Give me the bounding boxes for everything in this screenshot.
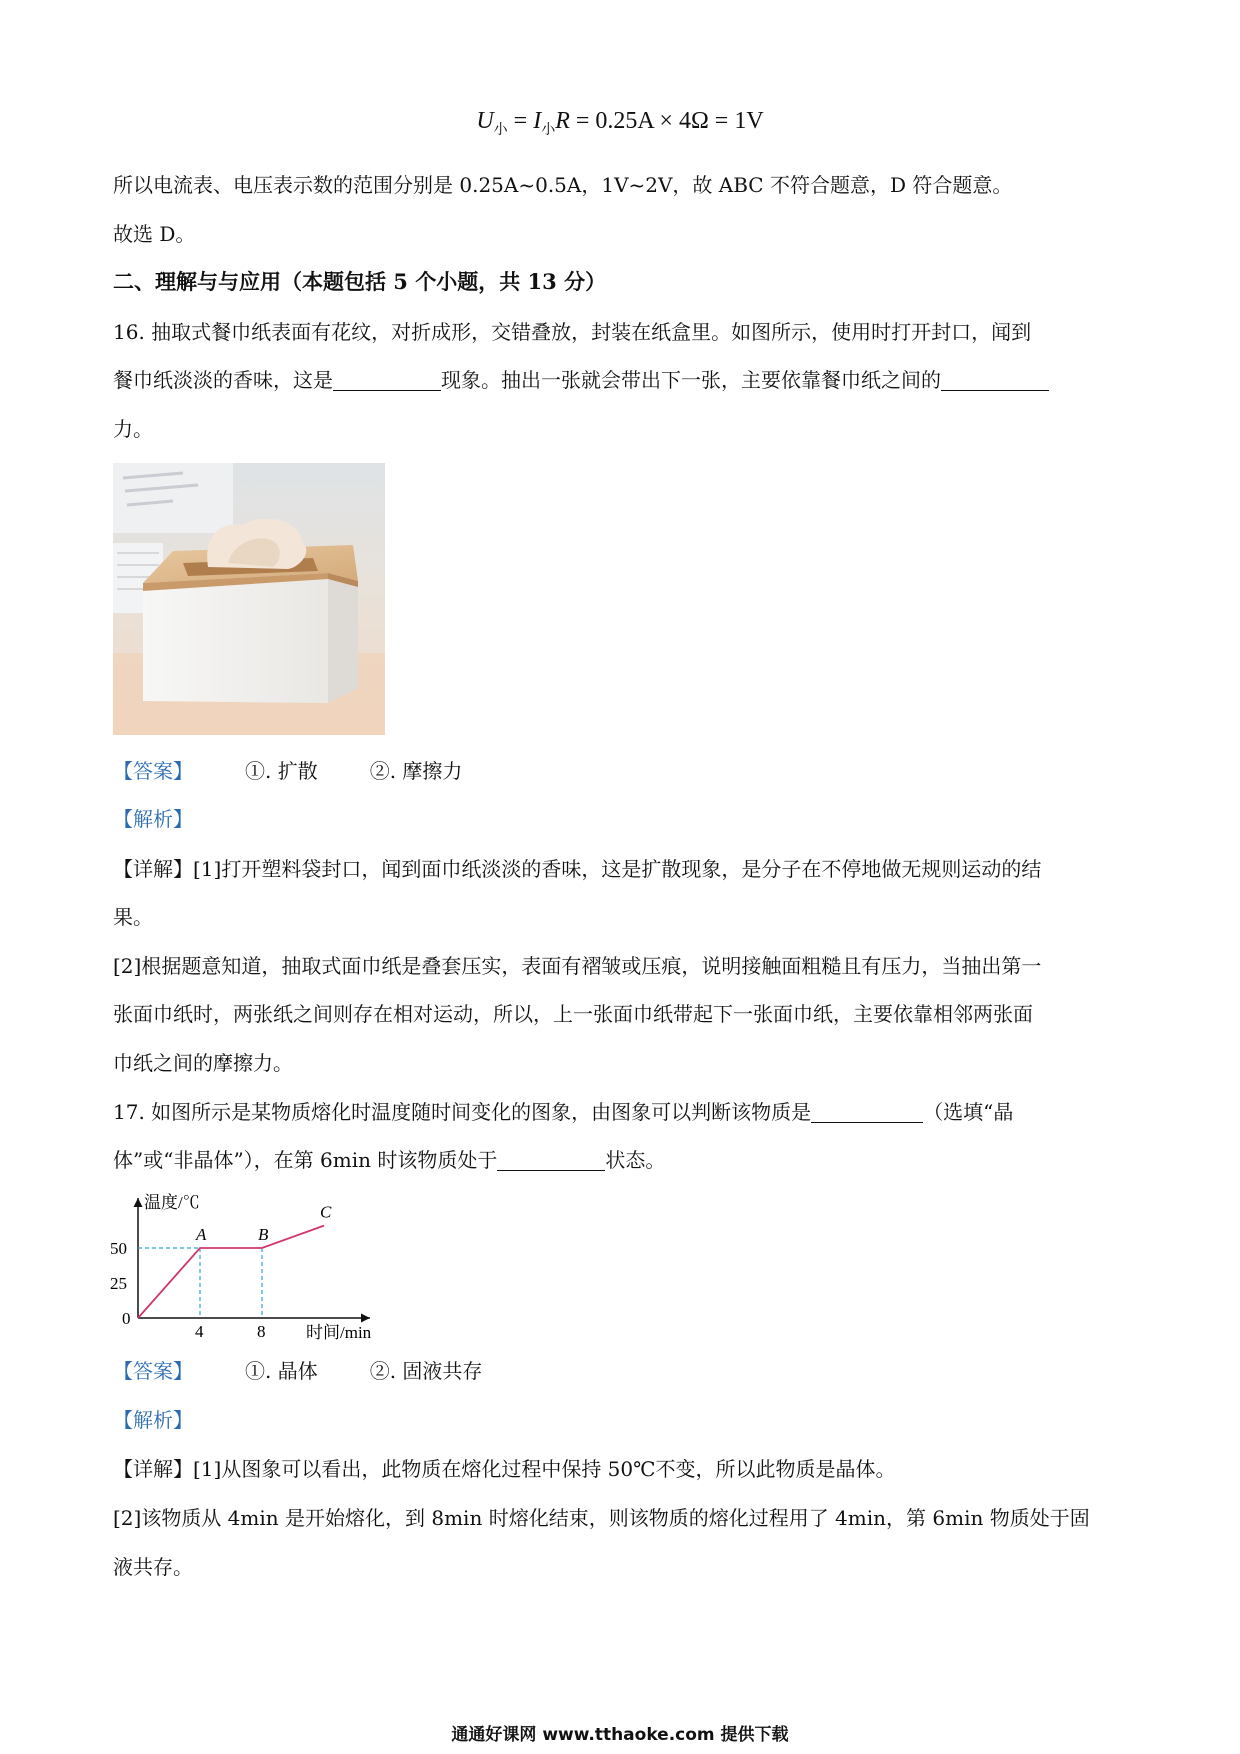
footer: 通通好课网 www.tthaoke.com 提供下载	[451, 1725, 789, 1745]
y-tick-50: 50	[110, 1239, 127, 1258]
q17-analysis-tag: 【解析】	[113, 1408, 193, 1432]
formula	[0, 108, 1240, 139]
x-tick-8: 8	[257, 1322, 266, 1340]
q17-line1	[113, 1098, 1013, 1126]
point-label-a: A	[196, 1225, 207, 1244]
answer-item: ①. 晶体	[245, 1359, 318, 1383]
origin-label: 0	[122, 1309, 131, 1328]
q16-detail1a	[113, 855, 1041, 883]
answer-item: ①. 扩散	[245, 759, 318, 783]
q17-text: 状态。	[605, 1148, 666, 1172]
q16-detail2c: 巾纸之间的摩擦力。	[113, 1051, 293, 1075]
temperature-line	[138, 1226, 324, 1318]
q17-line2	[113, 1146, 665, 1174]
conclusion-text: 所以电流表、电压表示数的范围分别是 0.25A~0.5A，1V~2V，故 ABC 不符合题意，D 符合题意。	[113, 173, 1013, 197]
q17-text: 体”或“非晶体”），在第 6min 时该物质处于	[113, 1148, 498, 1172]
detail-tag: 【详解】	[113, 1457, 193, 1481]
q16-detail2b: 张面巾纸时，两张纸之间则存在相对运动，所以，上一张面巾纸带起下一张面巾纸，主要依靠相邻两张面	[113, 1002, 1033, 1026]
formula-sub: 小	[493, 122, 508, 138]
q16-analysis-tag: 【解析】	[113, 807, 193, 831]
detail-tag: 【详解】	[113, 857, 193, 881]
point-label-c: C	[320, 1202, 332, 1222]
answer-item: ②. 固液共存	[369, 1359, 483, 1383]
y-tick-25: 25	[110, 1274, 127, 1293]
formula-r: R	[555, 108, 570, 134]
q16-line1: 16. 抽取式餐巾纸表面有花纹，对折成形，交错叠放，封装在纸盒里。如图所示，使用时打开封口，闻到	[113, 320, 1032, 344]
answer-tag: 【答案】	[113, 1359, 193, 1383]
q17-detail2b: 液共存。	[113, 1555, 193, 1579]
answer-item: ②. 摩擦力	[369, 759, 463, 783]
q17-blank-1	[811, 1102, 923, 1123]
q16-text: 现象。抽出一张就会带出下一张，主要依靠餐巾纸之间的	[441, 368, 941, 392]
q16-line3: 力。	[113, 417, 153, 441]
detail-text: [1]打开塑料袋封口，闻到面巾纸淡淡的香味，这是扩散现象，是分子在不停地做无规则运动的结	[193, 857, 1042, 881]
formula-sub: 小	[541, 122, 556, 138]
formula-rest: = 0.25A × 4Ω = 1V	[569, 108, 764, 134]
tissue-box-photo	[113, 463, 385, 735]
q16-detail2a: [2]根据题意知道，抽取式面巾纸是叠套压实，表面有褶皱或压痕，说明接触面粗糙且有压力，当抽出第一	[113, 954, 1042, 978]
q17-detail2a: [2]该物质从 4min 是开始熔化，到 8min 时熔化结束，则该物质的熔化过程用了 4min，第 6min 物质处于固	[113, 1506, 1090, 1530]
q16-text: 餐巾纸淡淡的香味，这是	[113, 368, 333, 392]
q16-answer	[113, 757, 462, 785]
q16-blank-1	[333, 370, 441, 391]
q16-blank-2	[941, 370, 1049, 391]
point-label-b: B	[258, 1225, 269, 1244]
x-axis-label: 时间/min	[306, 1323, 372, 1340]
q17-answer	[113, 1357, 482, 1385]
q17-text: （选填“晶	[923, 1100, 1014, 1124]
y-axis-label: 温度/℃	[144, 1193, 200, 1212]
formula-i: I	[533, 108, 542, 134]
choice-text: 故选 D。	[113, 222, 196, 246]
melting-chart	[108, 1190, 398, 1340]
x-tick-4: 4	[195, 1322, 204, 1340]
q17-text: 17. 如图所示是某物质熔化时温度随时间变化的图象，由图象可以判断该物质是	[113, 1100, 812, 1124]
formula-eq: =	[507, 108, 534, 134]
formula-u: U	[476, 108, 494, 134]
q16-line2	[113, 366, 1049, 394]
q17-blank-2	[497, 1150, 605, 1171]
answer-tag: 【答案】	[113, 759, 193, 783]
q17-detail1	[113, 1455, 896, 1483]
detail-text: [1]从图象可以看出，此物质在熔化过程中保持 50℃不变，所以此物质是晶体。	[193, 1457, 896, 1481]
q16-detail1b: 果。	[113, 905, 153, 929]
section-title: 二、理解与与应用（本题包括 5 个小题，共 13 分）	[113, 269, 607, 294]
